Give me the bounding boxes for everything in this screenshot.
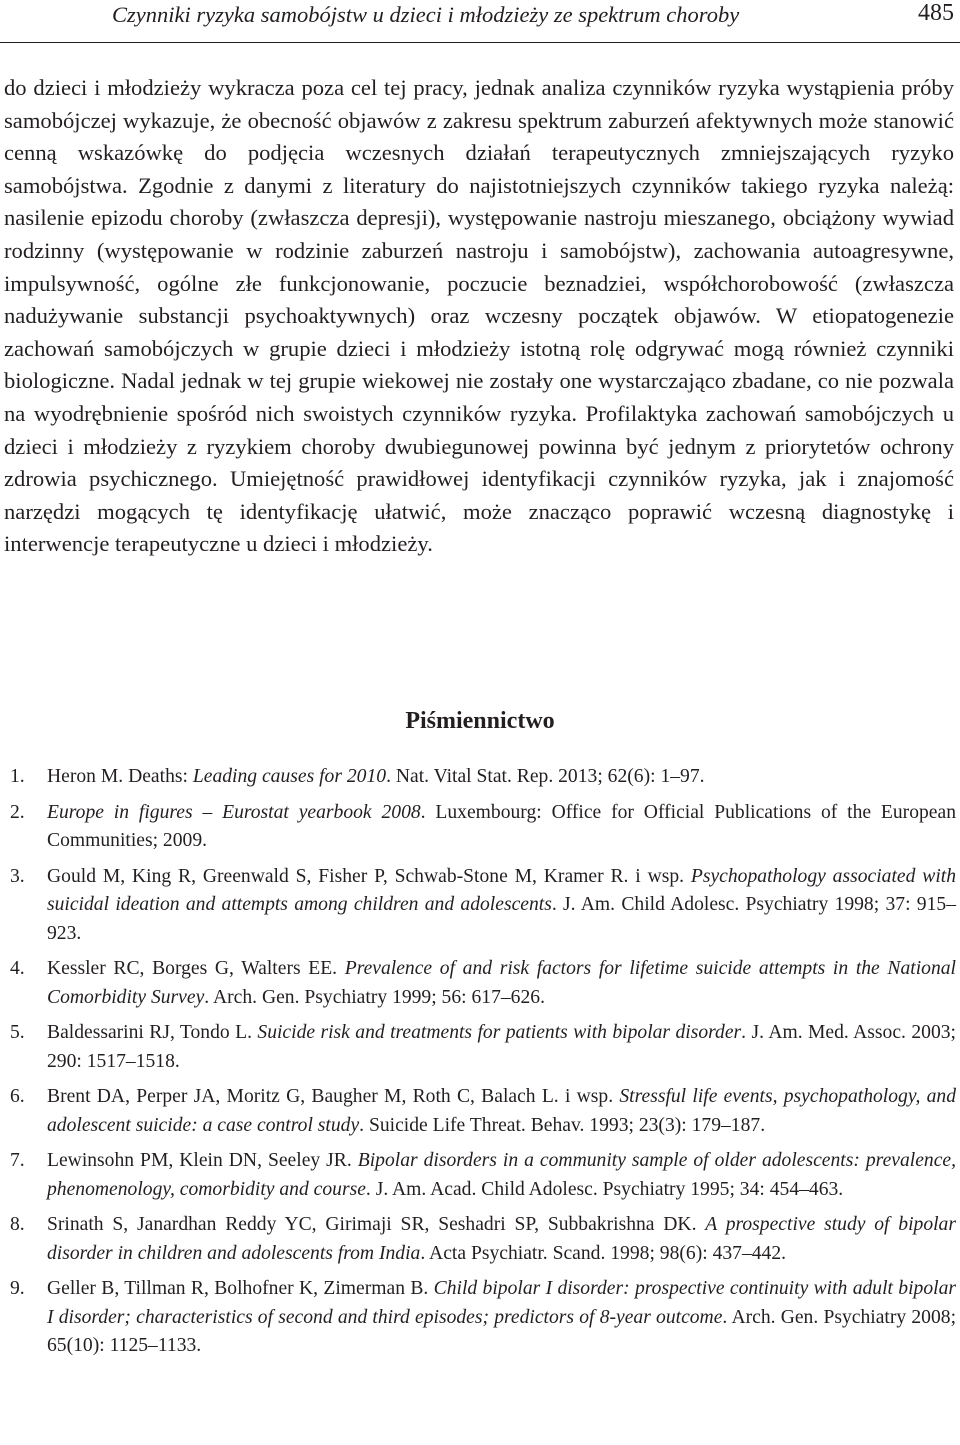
reference-title: Stressful life events, psychopathology, and adolescent suicide: a case control study: [47, 1086, 956, 1136]
reference-source: . J. Am. Acad. Child Adolesc. Psychiatry 1995; 34: 454–463.: [365, 1178, 844, 1200]
running-header: [0, 0, 960, 43]
references-heading: Piśmiennictwo: [405, 708, 555, 734]
reference-item: [10, 863, 956, 949]
reference-authors: Heron M. Deaths:: [47, 766, 193, 787]
references-list: [10, 763, 956, 1368]
reference-number: 7.: [10, 1150, 25, 1171]
reference-title: Prevalence of and risk factors for lifetime suicide attempts in the National Comorbidity Survey: [47, 958, 956, 1008]
reference-authors: Baldessarini RJ, Tondo L.: [47, 1022, 258, 1043]
reference-number: 3.: [10, 865, 25, 887]
reference-item: [10, 1275, 956, 1361]
reference-item: [10, 799, 956, 856]
reference-number: 1.: [10, 766, 25, 787]
reference-title: Europe in figures – Eurostat yearbook 2008: [47, 801, 421, 823]
reference-source: . J. Am. Med. Assoc. 2003; 290: 1517–1518.: [47, 1022, 956, 1072]
reference-item: [10, 1147, 956, 1204]
reference-authors: Gould M, King R, Greenwald S, Fisher P, Schwab-Stone M, Kramer R. i wsp.: [47, 865, 691, 887]
reference-title: Bipolar disorders in a community sample of older adolescents: prevalence, phenomenology, comorbidity and course: [47, 1150, 956, 1200]
page-number: 485: [918, 0, 954, 26]
reference-number: 8.: [10, 1214, 25, 1235]
reference-source: . Suicide Life Threat. Behav. 1993; 23(3): 179–187.: [359, 1114, 766, 1136]
reference-item: [10, 763, 956, 792]
reference-item: [10, 1083, 956, 1140]
reference-title: A prospective study of bipolar disorder in children and adolescents from India: [47, 1214, 956, 1264]
reference-authors: Brent DA, Perper JA, Moritz G, Baugher M, Roth C, Balach L. i wsp.: [47, 1086, 620, 1107]
reference-number: 6.: [10, 1086, 25, 1107]
reference-item: [10, 1019, 956, 1076]
reference-title: Leading causes for 2010: [192, 766, 387, 787]
reference-item: [10, 1211, 956, 1268]
reference-authors: Geller B, Tillman R, Bolhofner K, Zimerman B.: [47, 1278, 434, 1299]
reference-title: Psychopathology associated with suicidal ideation and attempts among children and adolescents: [47, 865, 957, 915]
reference-number: 9.: [10, 1278, 25, 1299]
reference-source: . J. Am. Child Adolesc. Psychiatry 1998; 37: 915–923.: [47, 894, 956, 944]
reference-source: . Acta Psychiatr. Scand. 1998; 98(6): 437–442.: [420, 1242, 787, 1264]
reference-item: [10, 955, 956, 1012]
reference-source: . Luxembourg: Office for Official Publications of the European Communities; 2009.: [47, 801, 956, 851]
reference-number: 4.: [10, 958, 25, 979]
reference-authors: Srinath S, Janardhan Reddy YC, Girimaji SR, Seshadri SP, Subbakrishna DK.: [47, 1214, 706, 1235]
reference-number: 5.: [10, 1022, 25, 1043]
body-paragraph: do dzieci i młodzieży wykracza poza cel tej pracy, jednak analiza czynników ryzyka wystąpienia próby samobójczej wykazuje, że obecność objawów z zakresu spektrum zaburzeń afektywnych może stanowić cenną wskazówkę do podjęcia wczesnych działań terapeutycznych zmniejszających ryzyko samobójstwa. Zgodnie z danymi z literatury do najistotniejszych czynników takiego ryzyka należą: nasilenie epizodu choroby (zwłaszcza depresji), występowanie nastroju mieszanego, obciążony wywiad rodzinny (występowanie w rodzinie zaburzeń nastroju i samobójstw), zachowania autoagresywne, impulsywność, ogólne złe funkcjonowanie, poczucie beznadziei, współchorobowość (zwłaszcza nadużywanie substancji psychoaktywnych) oraz wczesny początek objawów. W etiopatogenezie zachowań samobójczych w grupie dzieci i młodzieży istotną rolę odgrywać mogą również czynniki biologiczne. Nadal jednak w tej grupie wiekowej nie zostały one wystarczająco zbadane, co nie pozwala na wyodrębnienie spośród nich swoistych czynników ryzyka. Profilaktyka zachowań samobójczych u dzieci i młodzieży z ryzykiem choroby dwubiegunowej powinna być jednym z priorytetów ochrony zdrowia psychicznego. Umiejętność prawidłowej identyfikacji czynników ryzyka, jak i znajomość narzędzi mogących tę identyfikację ułatwić, może znacząco poprawić wczesną diagnostykę i interwencje terapeutyczne u dzieci i młodzieży.: [4, 75, 954, 557]
reference-number: 2.: [10, 801, 25, 823]
reference-source: . Nat. Vital Stat. Rep. 2013; 62(6): 1–97.: [386, 766, 705, 787]
reference-title: Child bipolar I disorder: prospective continuity with adult bipolar I disorder; characteristics of second and third episodes; predictors of 8-year outcome: [47, 1278, 957, 1328]
running-title: Czynniki ryzyka samobójstw u dzieci i młodzieży ze spektrum choroby: [112, 2, 740, 27]
reference-title: Suicide risk and treatments for patients with bipolar disorder: [257, 1022, 742, 1043]
reference-source: . Arch. Gen. Psychiatry 2008; 65(10): 1125–1133.: [47, 1306, 957, 1356]
reference-source: . Arch. Gen. Psychiatry 1999; 56: 617–626.: [204, 986, 545, 1008]
reference-authors: Kessler RC, Borges G, Walters EE.: [47, 958, 345, 979]
reference-authors: Lewinsohn PM, Klein DN, Seeley JR.: [47, 1150, 358, 1171]
